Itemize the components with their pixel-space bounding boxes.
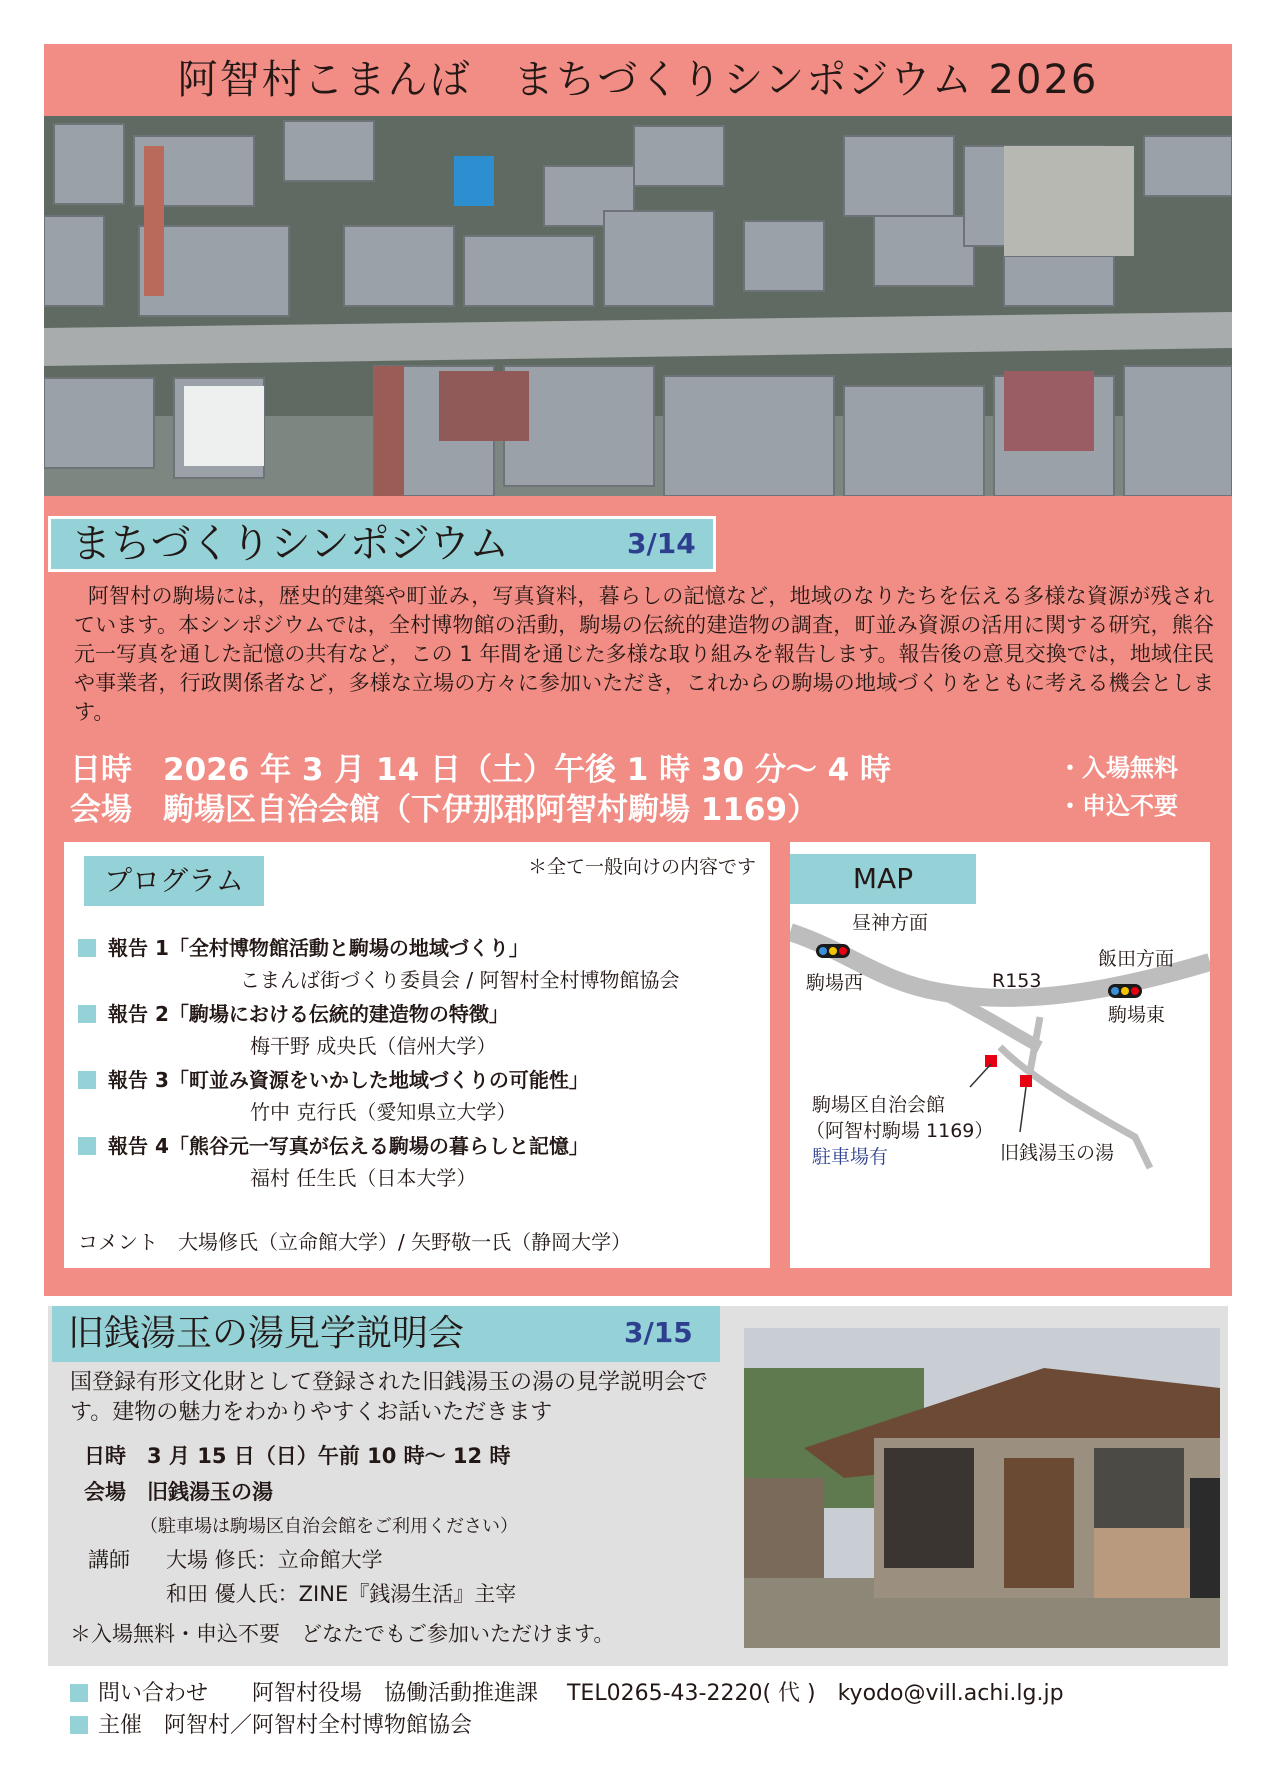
symposium-section	[44, 496, 1232, 1296]
map-label-komaba-east: 駒場東	[1108, 1004, 1166, 1026]
map-label-hall-address: （阿智村駒場 1169）	[806, 1120, 994, 1142]
onsen-building-image	[744, 1328, 1220, 1648]
onsen-title: 旧銭湯玉の湯見学説明会	[68, 1313, 465, 1354]
program-note: ＊全て一般向けの内容です	[527, 856, 756, 878]
onsen-marker	[1020, 1075, 1032, 1087]
onsen-datetime: 日時 3 月 15 日（日）午前 10 時～ 12 時	[84, 1444, 511, 1468]
report-1-title-text: 報告 1「全村博物館活動と駒場の地域づくり」	[108, 936, 529, 960]
bullet-square-icon	[78, 1071, 96, 1089]
symposium-venue: 会場 駒場区自治会館（下伊那郡阿智村駒場 1169）	[70, 792, 819, 828]
map-label-hall: 駒場区自治会館	[812, 1094, 946, 1116]
map-box	[790, 842, 1210, 1268]
report-1-title	[78, 932, 529, 961]
lecturer-label: 講師	[88, 1548, 130, 1572]
bullet-square-icon	[78, 1137, 96, 1155]
map-label-parking: 駐車場有	[812, 1146, 889, 1168]
symposium-title: まちづくりシンポジウム	[71, 521, 510, 567]
contact-text: 問い合わせ 阿智村役場 協働活動推進課 TEL0265-43-2220( 代 ) kyodo@vill.achi.lg.jp	[98, 1681, 1064, 1706]
report-3-speaker: 竹中 克行氏（愛知県立大学）	[250, 1100, 517, 1124]
organizer-line	[70, 1708, 472, 1739]
onsen-footnote: ＊入場無料・申込不要 どなたでもご参加いただけます。	[70, 1622, 615, 1646]
program-box	[64, 842, 770, 1268]
report-3-title-text: 報告 3「町並み資源をいかした地域づくりの可能性」	[108, 1068, 589, 1092]
map-label-hirugami: 昼神方面	[852, 912, 929, 934]
report-3-title	[78, 1064, 589, 1093]
bullet-square-icon	[78, 1005, 96, 1023]
aerial-photo-image	[44, 116, 1232, 496]
report-1-speaker: こまんば街づくり委員会 / 阿智村全村博物館協会	[240, 968, 680, 992]
bullet-square-icon	[70, 1684, 88, 1702]
note-free-admission: ・入場無料	[1058, 754, 1178, 782]
hall-marker	[985, 1055, 997, 1067]
lecturer-2: 和田 優人氏：ZINE『銭湯生活』主宰	[166, 1582, 517, 1606]
traffic-light-west-icon	[816, 944, 850, 958]
map-tab: MAP	[790, 854, 976, 904]
aerial-photo	[44, 116, 1232, 496]
onsen-description: 国登録有形文化財として登録された旧銭湯玉の湯の見学説明会です。建物の魅力をわかりやすくお話いただきます	[70, 1370, 709, 1425]
note-no-registration: ・申込不要	[1058, 792, 1178, 820]
page-title: 阿智村こまんば まちづくりシンポジウム 2026	[177, 57, 1099, 103]
symposium-description-text: 阿智村の駒場には，歴史的建築や町並み，写真資料，暮らしの記憶など，地域のなりたちを伝える多様な資源が残されています。本シンポジウムでは，全村博物館の活動，駒場の伝統的建造物の調査，町並み資源の活用に関する研究，熊谷元一写真を通した記憶の共有など，この 1 年間を通じた多様な取り組みを報告します。報告後の意見交換では，地域住民や事業者，行政関係者など，多様な立場の方々に参加いただき，これからの駒場の地域づくりをともに考える機会とします。	[74, 584, 1214, 724]
lecturer-1: 大場 修氏：立命館大学	[166, 1548, 383, 1572]
organizer-text: 主催 阿智村／阿智村全村博物館協会	[98, 1713, 473, 1738]
program-tab: プログラム	[84, 856, 264, 906]
report-2-title-text: 報告 2「駒場における伝統的建造物の特徴」	[108, 1002, 509, 1026]
onsen-section	[48, 1306, 1228, 1666]
report-2-speaker: 梅干野 成央氏（信州大学）	[250, 1034, 497, 1058]
route-map	[790, 842, 1210, 1268]
bullet-square-icon	[70, 1716, 88, 1734]
map-label-onsen: 旧銭湯玉の湯	[1000, 1142, 1115, 1164]
bullet-square-icon	[78, 939, 96, 957]
symposium-datetime: 日時 2026 年 3 月 14 日（土）午後 1 時 30 分～ 4 時	[70, 752, 891, 788]
report-2-title	[78, 998, 509, 1027]
symposium-date-badge: 3/14	[627, 527, 696, 560]
report-4-title	[78, 1130, 589, 1159]
map-label-komaba-west: 駒場西	[806, 972, 864, 994]
contact-line	[70, 1676, 1064, 1707]
local-road	[1030, 1017, 1135, 1137]
onsen-heading-box	[52, 1306, 720, 1362]
symposium-description	[74, 582, 1214, 727]
map-label-r153: R153	[992, 970, 1042, 992]
program-comment: コメント 大場修氏（立命館大学）/ 矢野敬一氏（静岡大学）	[78, 1230, 632, 1254]
onsen-date-badge: 3/15	[624, 1316, 693, 1349]
header-banner	[44, 44, 1232, 116]
report-4-title-text: 報告 4「熊谷元一写真が伝える駒場の暮らしと記憶」	[108, 1134, 589, 1158]
map-label-iida: 飯田方面	[1098, 948, 1175, 970]
onsen-parking-note: （駐車場は駒場区自治会館をご利用ください）	[140, 1516, 518, 1537]
traffic-light-east-icon	[1108, 984, 1142, 998]
onsen-venue: 会場 旧銭湯玉の湯	[84, 1480, 273, 1504]
report-4-speaker: 福村 任生氏（日本大学）	[250, 1166, 477, 1190]
symposium-heading-box	[48, 516, 716, 572]
onsen-building-photo	[744, 1328, 1220, 1648]
